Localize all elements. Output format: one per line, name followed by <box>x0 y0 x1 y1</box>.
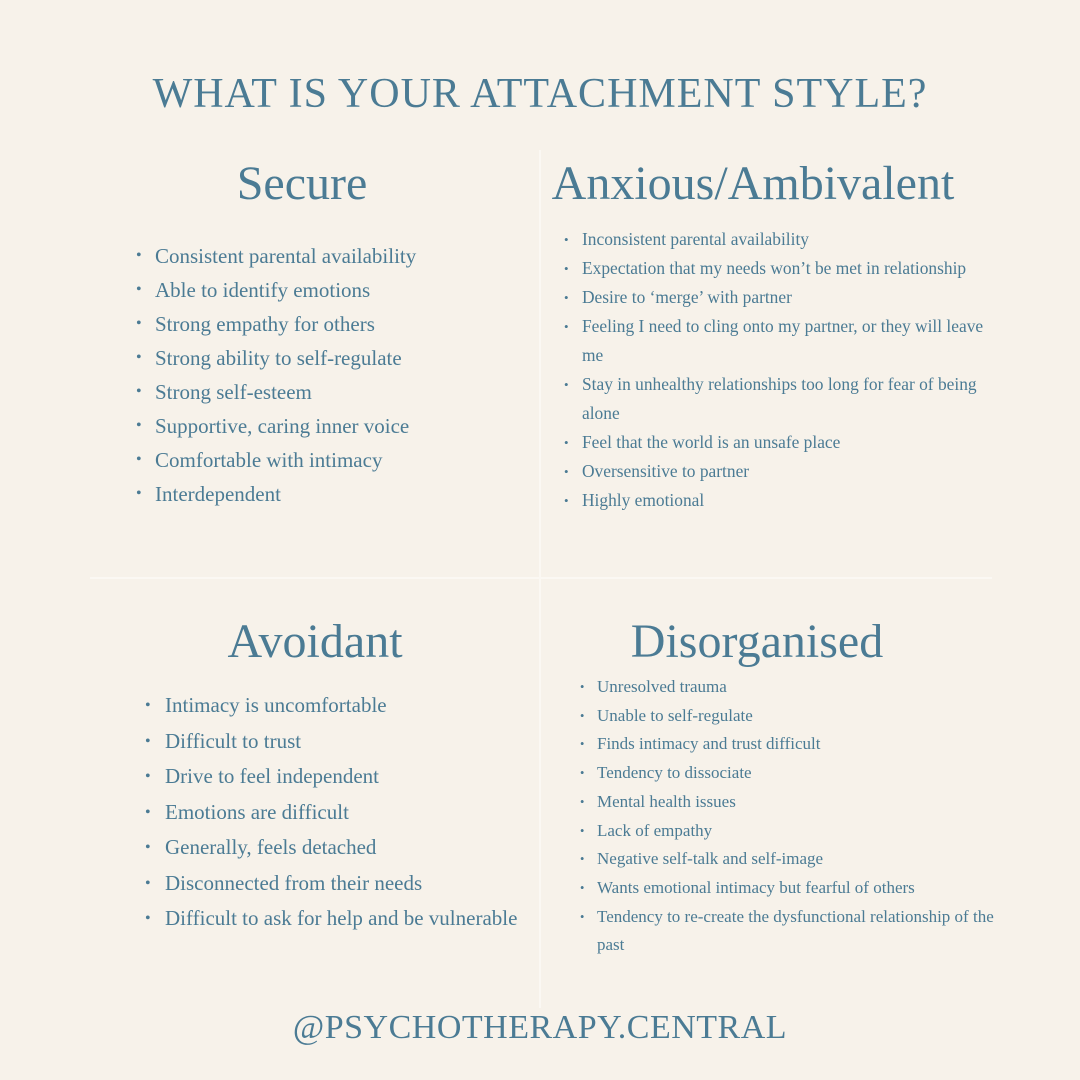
bullet-icon: • <box>580 737 585 752</box>
bullet-icon: • <box>145 803 151 821</box>
list-item <box>564 486 984 515</box>
list-item-text: Drive to feel independent <box>165 764 379 788</box>
bullet-icon: • <box>580 680 585 694</box>
bullet-icon: • <box>136 247 142 264</box>
list-item-text: Intimacy is uncomfortable <box>165 693 387 717</box>
list-item-text: Comfortable with intimacy <box>155 448 383 472</box>
horizontal-divider <box>90 577 992 579</box>
list-item-text: Emotions are difficult <box>165 799 349 824</box>
list-item <box>580 874 1000 903</box>
list-item-text: Generally, feels detached <box>165 835 377 859</box>
list-item-text: Able to identify emotions <box>155 278 371 302</box>
quadrant-title-anxious: Anxious/Ambivalent <box>551 157 955 210</box>
list-item-text: Inconsistent parental availability <box>582 229 809 249</box>
list-item-text: Negative self-talk and self-image <box>597 849 824 869</box>
quadrant-title-disorganised: Disorganised <box>630 615 884 668</box>
list-item-text: Unable to self-regulate <box>597 705 753 725</box>
list-item-text: Wants emotional intimacy but fearful of others <box>597 877 915 897</box>
bullet-icon: • <box>580 880 585 895</box>
list-item <box>564 457 984 486</box>
list-item <box>580 730 1000 759</box>
list-item-text: Stay in unhealthy relationships too long for fear of being alone <box>582 374 977 423</box>
bullet-icon: • <box>580 909 585 924</box>
bullet-icon: • <box>564 377 569 392</box>
list-item-text: Mental health issues <box>597 791 736 811</box>
list-item-text: Lack of empathy <box>597 820 713 840</box>
list-item <box>145 795 535 831</box>
list-item-text: Strong empathy for others <box>155 312 375 336</box>
list-item <box>564 283 984 312</box>
avoidant-trait-list <box>145 688 535 937</box>
bullet-icon: • <box>564 435 569 450</box>
vertical-divider <box>539 150 541 1008</box>
bullet-icon: • <box>136 485 142 502</box>
bullet-icon: • <box>580 823 585 838</box>
bullet-icon: • <box>580 708 585 723</box>
list-item-text: Desire to ‘merge’ with partner <box>582 287 792 307</box>
list-item-text: Unresolved trauma <box>597 677 727 696</box>
list-item-text: Tendency to dissociate <box>597 763 752 783</box>
bullet-icon: • <box>564 290 569 305</box>
list-item-text: Supportive, caring inner voice <box>155 414 410 438</box>
bullet-icon: • <box>136 349 142 366</box>
bullet-icon: • <box>145 874 151 892</box>
list-item <box>136 341 526 375</box>
list-item-text: Interdependent <box>155 482 281 506</box>
bullet-icon: • <box>136 315 142 332</box>
list-item <box>564 312 984 370</box>
list-item-text: Consistent parental availability <box>155 244 417 268</box>
bullet-icon: • <box>145 839 151 856</box>
bullet-icon: • <box>580 852 585 867</box>
list-item-text: Feel that the world is an unsafe place <box>582 432 841 452</box>
secure-trait-list <box>136 239 526 511</box>
bullet-icon: • <box>136 281 142 298</box>
list-item <box>564 428 984 457</box>
list-item <box>580 673 1000 702</box>
list-item-text: Feeling I need to cling onto my partner, or they will leave me <box>582 316 984 365</box>
list-item <box>564 254 984 283</box>
list-item <box>580 817 1000 846</box>
list-item-text: Difficult to trust <box>165 728 302 753</box>
list-item <box>580 759 1000 788</box>
list-item <box>136 409 526 443</box>
list-item <box>564 370 984 428</box>
bullet-icon: • <box>145 768 151 785</box>
list-item-text: Disconnected from their needs <box>165 870 423 895</box>
list-item-text: Strong ability to self-regulate <box>155 346 402 370</box>
disorganised-trait-list <box>580 673 1000 960</box>
list-item <box>145 830 535 866</box>
list-item <box>136 273 526 307</box>
list-item <box>136 375 526 409</box>
list-item-text: Tendency to re-create the dysfunctional relationship of the past <box>597 906 994 955</box>
bullet-icon: • <box>564 232 569 247</box>
social-handle: @PSYCHOTHERAPY.CENTRAL <box>292 1009 788 1046</box>
quadrant-title-secure: Secure <box>236 157 368 210</box>
list-item-text: Strong self-esteem <box>155 380 312 404</box>
list-item <box>145 901 535 937</box>
anxious-trait-list <box>564 225 984 515</box>
list-item <box>580 788 1000 817</box>
bullet-icon: • <box>136 383 142 400</box>
page-title: WHAT IS YOUR ATTACHMENT STYLE? <box>152 71 928 117</box>
quadrant-title-avoidant: Avoidant <box>227 615 403 668</box>
list-item <box>145 688 535 724</box>
list-item-text: Highly emotional <box>582 490 705 510</box>
bullet-icon: • <box>136 451 142 468</box>
bullet-icon: • <box>564 261 569 276</box>
list-item-text: Expectation that my needs won’t be met in relationship <box>582 258 967 278</box>
list-item <box>145 866 535 902</box>
list-item-text: Oversensitive to partner <box>582 461 750 481</box>
list-item-text: Finds intimacy and trust difficult <box>597 734 821 754</box>
bullet-icon: • <box>145 732 151 750</box>
list-item <box>136 443 526 477</box>
list-item <box>136 239 526 273</box>
bullet-icon: • <box>580 766 585 781</box>
bullet-icon: • <box>580 794 585 809</box>
bullet-icon: • <box>564 319 569 334</box>
list-item <box>136 477 526 511</box>
bullet-icon: • <box>145 697 151 714</box>
list-item <box>580 903 1000 960</box>
bullet-icon: • <box>136 417 142 434</box>
list-item <box>136 307 526 341</box>
list-item-text: Difficult to ask for help and be vulnerable <box>165 906 518 930</box>
list-item <box>580 845 1000 874</box>
bullet-icon: • <box>564 493 569 508</box>
list-item <box>145 724 535 760</box>
list-item <box>145 759 535 795</box>
list-item <box>580 702 1000 731</box>
list-item <box>564 225 984 254</box>
bullet-icon: • <box>564 464 569 479</box>
bullet-icon: • <box>145 910 151 927</box>
